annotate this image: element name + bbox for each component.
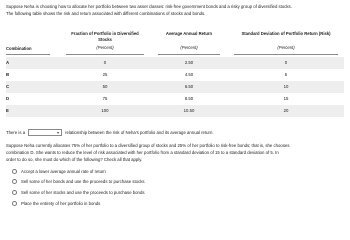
question-prefix: There is a	[6, 130, 26, 135]
cell-fraction: 100	[101, 108, 109, 113]
scenario-paragraph	[6, 142, 346, 163]
answer-option[interactable]	[12, 166, 342, 177]
cell-fraction: 25	[102, 72, 108, 77]
checkbox[interactable]	[12, 190, 17, 195]
option-label: Sell some of her stocks and use the proceeds to purchase bonds	[21, 189, 145, 195]
cell-return: 2.50	[184, 60, 194, 65]
answer-option[interactable]	[12, 177, 342, 188]
scenario-line-3: order to do so, she must do which of the following? Check all that apply.	[6, 157, 143, 162]
checkbox[interactable]	[12, 179, 17, 184]
cell-combination: D	[6, 96, 10, 101]
table-row	[6, 57, 344, 69]
checkbox[interactable]	[12, 169, 17, 174]
answer-option[interactable]	[12, 187, 342, 198]
cell-sd: 20	[283, 108, 289, 113]
cell-sd: 15	[283, 96, 289, 101]
option-label: Accept a lower average annual rate of return	[21, 168, 106, 174]
header-sd-unit: (Percent)	[277, 45, 295, 50]
header-combination: Combination	[6, 46, 32, 51]
cell-fraction: 50	[102, 84, 108, 89]
cell-combination: A	[6, 60, 10, 65]
header-fraction: Fraction of Portfolio in Diversified Stocks	[71, 31, 139, 42]
cell-return: 4.50	[184, 72, 194, 77]
intro-line-2: The following table shows the risk and return associated with different combinations of stocks and bonds.	[6, 11, 206, 16]
header-underline	[6, 54, 50, 55]
table-row	[6, 93, 344, 105]
question-suffix: relationship between the risk of Neha's portfolio and its average annual return.	[65, 130, 214, 135]
cell-sd: 10	[283, 84, 289, 89]
cell-fraction: 75	[102, 96, 108, 101]
cell-combination: B	[6, 72, 10, 77]
cell-return: 8.50	[184, 96, 194, 101]
option-label: Place the entirety of her portfolio in bonds	[21, 200, 101, 206]
relationship-dropdown[interactable]	[28, 129, 62, 136]
answer-option[interactable]	[12, 198, 342, 209]
header-underline	[66, 54, 144, 55]
header-return-unit: (Percent)	[180, 45, 198, 50]
cell-combination: C	[6, 84, 10, 89]
checkbox[interactable]	[12, 201, 17, 206]
intro-line-1: Suppose Neha is choosing how to allocate her portfolio between two asset classes: risk-free government bonds and a risky group of diversified stocks.	[6, 4, 292, 9]
chevron-down-icon	[57, 132, 59, 134]
cell-sd: 0	[284, 60, 288, 65]
cell-fraction: 0	[103, 60, 107, 65]
table-row	[6, 105, 344, 117]
cell-return: 6.50	[184, 84, 194, 89]
header-sd: Standard Deviation of Portfolio Return (Risk)	[241, 31, 331, 36]
cell-combination: E	[6, 108, 9, 113]
table-row	[6, 81, 344, 93]
intro-text	[6, 3, 346, 17]
option-label: Sell some of her bonds and use the proceeds to purchase stocks	[21, 179, 145, 185]
cell-return: 10.50	[183, 108, 195, 113]
header-fraction-unit: (Percent)	[96, 45, 114, 50]
header-underline	[234, 54, 338, 55]
answer-options	[12, 166, 342, 208]
cell-sd: 5	[284, 72, 288, 77]
table-row	[6, 69, 344, 81]
header-underline	[158, 54, 220, 55]
scenario-line-1: Suppose Neha currently allocates 75% of her portfolio to a diversified group of stocks and 25% of her portfolio to risk-free bonds; that is, she chooses	[6, 143, 290, 148]
header-return: Average Annual Return	[165, 31, 213, 36]
portfolio-table	[6, 25, 344, 125]
scenario-line-2: combination D. She wants to reduce the level of risk associated with her portfolio from a standard deviation of 15 to a standard deviation of 5. In	[6, 150, 279, 155]
relationship-question	[6, 129, 346, 136]
